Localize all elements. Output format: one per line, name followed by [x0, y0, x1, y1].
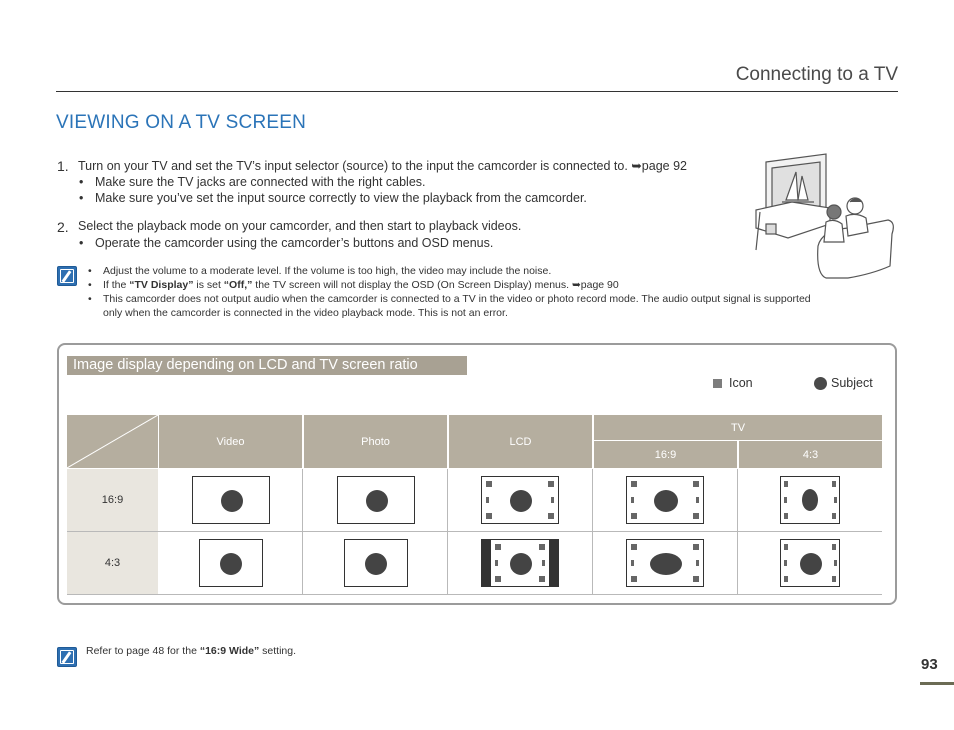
table-bottom-line: [67, 594, 882, 595]
osd-icon-marker: [693, 576, 699, 582]
column-divider: [592, 469, 593, 594]
osd-icon-marker: [548, 481, 554, 487]
step-text-body: Turn on your TV and set the TV’s input selector (source) to the input the camcorder is connected to.: [78, 159, 632, 173]
osd-icon-marker: [696, 497, 699, 503]
screen-diagram: [626, 476, 704, 524]
subject-circle: [510, 553, 532, 575]
screen-diagram: [199, 539, 263, 587]
screen-diagram: [780, 476, 840, 524]
column-header-tv-16-9: 16:9: [594, 441, 737, 468]
note-icon: [57, 647, 77, 667]
subject-circle: [650, 553, 682, 575]
screen-diagram: [337, 476, 415, 524]
subject-circle: [802, 489, 818, 511]
step-number: 2.: [57, 219, 69, 235]
subject-circle: [365, 553, 387, 575]
step-text: [78, 158, 687, 173]
pillarbox-bar: [549, 540, 558, 586]
panel-title: Image display depending on LCD and TV screen ratio: [67, 356, 467, 375]
section-title: Connecting to a TV: [735, 64, 898, 85]
note-item: • This camcorder does not output audio when the camcorder is connected to a TV in the video or photo record mode. The audio output signal is supported: [103, 293, 811, 305]
osd-icon-marker: [631, 481, 637, 487]
osd-icon-marker: [784, 513, 788, 519]
table-corner-cell: [67, 415, 158, 468]
page-number: 93: [921, 656, 938, 673]
note-item: • If the “TV Display” is set “Off,” the TV screen will not display the OSD (On Screen Display) menus. ➥page 90: [103, 279, 619, 291]
step-bullet: • Make sure the TV jacks are connected with the right cables.: [95, 175, 426, 189]
column-header-photo: Photo: [304, 415, 447, 468]
osd-icon-marker: [631, 576, 637, 582]
osd-icon-marker: [832, 481, 836, 487]
screen-diagram: [192, 476, 270, 524]
osd-icon-marker: [834, 497, 837, 503]
icon-legend-label: Icon: [729, 376, 753, 390]
page-title: VIEWING ON A TV SCREEN: [56, 112, 307, 133]
osd-icon-marker: [696, 560, 699, 566]
osd-icon-marker: [486, 481, 492, 487]
column-header-tv-4-3: 4:3: [739, 441, 882, 468]
screen-diagram: [626, 539, 704, 587]
step-text: Select the playback mode on your camcorder, and then start to playback videos.: [78, 219, 522, 233]
osd-icon-marker: [834, 560, 837, 566]
note-item-continuation: only when the camcorder is connected in the video playback mode. This is not an error.: [103, 307, 508, 319]
osd-icon-marker: [542, 560, 545, 566]
osd-icon-marker: [551, 497, 554, 503]
osd-icon-marker: [631, 560, 634, 566]
osd-icon-marker: [631, 497, 634, 503]
subject-circle: [510, 490, 532, 512]
subject-legend-swatch: [814, 377, 827, 390]
osd-icon-marker: [784, 497, 787, 503]
osd-icon-marker: [631, 513, 637, 519]
subject-circle: [366, 490, 388, 512]
osd-icon-marker: [539, 576, 545, 582]
osd-icon-marker: [693, 544, 699, 550]
osd-icon-marker: [832, 544, 836, 550]
corner-diagonal: [67, 415, 158, 468]
subject-circle: [654, 490, 678, 512]
row-header-4-3: 4:3: [67, 532, 158, 594]
column-divider: [737, 469, 738, 594]
osd-icon-marker: [784, 481, 788, 487]
page-reference: ➥page 90: [571, 279, 619, 291]
screen-diagram: [481, 539, 559, 587]
osd-icon-marker: [486, 497, 489, 503]
column-header-video: Video: [159, 415, 302, 468]
row-divider: [67, 531, 882, 532]
page-number-underline: [920, 682, 954, 685]
osd-icon-marker: [539, 544, 545, 550]
page-reference: ➥page 92: [631, 159, 687, 173]
column-divider: [302, 469, 303, 594]
osd-icon-marker: [693, 513, 699, 519]
pillarbox-bar: [482, 540, 491, 586]
step-number: 1.: [57, 158, 69, 174]
osd-icon-marker: [631, 544, 637, 550]
column-divider: [447, 469, 448, 594]
osd-icon-marker: [832, 513, 836, 519]
subject-legend-label: Subject: [831, 376, 873, 390]
osd-icon-marker: [832, 576, 836, 582]
osd-icon-marker: [495, 544, 501, 550]
note-icon: [57, 266, 77, 286]
screen-diagram: [780, 539, 840, 587]
icon-legend-swatch: [713, 379, 722, 388]
column-header-tv: TV: [594, 415, 882, 440]
osd-icon-marker: [784, 544, 788, 550]
step-bullet: • Operate the camcorder using the camcorder’s buttons and OSD menus.: [95, 236, 493, 250]
column-header-lcd: LCD: [449, 415, 592, 468]
osd-icon-marker: [495, 576, 501, 582]
osd-icon-marker: [548, 513, 554, 519]
row-header-16-9: 16:9: [67, 469, 158, 531]
note-item: • Adjust the volume to a moderate level. If the volume is too high, the video may include the noise.: [103, 265, 551, 277]
osd-icon-marker: [486, 513, 492, 519]
screen-diagram: [481, 476, 559, 524]
display-ratio-panel: [57, 343, 897, 605]
footer-note: Refer to page 48 for the “16:9 Wide” setting.: [86, 645, 297, 657]
osd-icon-marker: [693, 481, 699, 487]
subject-circle: [221, 490, 243, 512]
subject-circle: [220, 553, 242, 575]
osd-icon-marker: [495, 560, 498, 566]
header-divider: [56, 91, 898, 92]
step-bullet: • Make sure you’ve set the input source correctly to view the playback from the camcorder.: [95, 191, 587, 205]
tv-viewing-illustration: [752, 150, 900, 284]
osd-icon-marker: [784, 560, 787, 566]
osd-icon-marker: [784, 576, 788, 582]
subject-circle: [800, 553, 822, 575]
screen-diagram: [344, 539, 408, 587]
